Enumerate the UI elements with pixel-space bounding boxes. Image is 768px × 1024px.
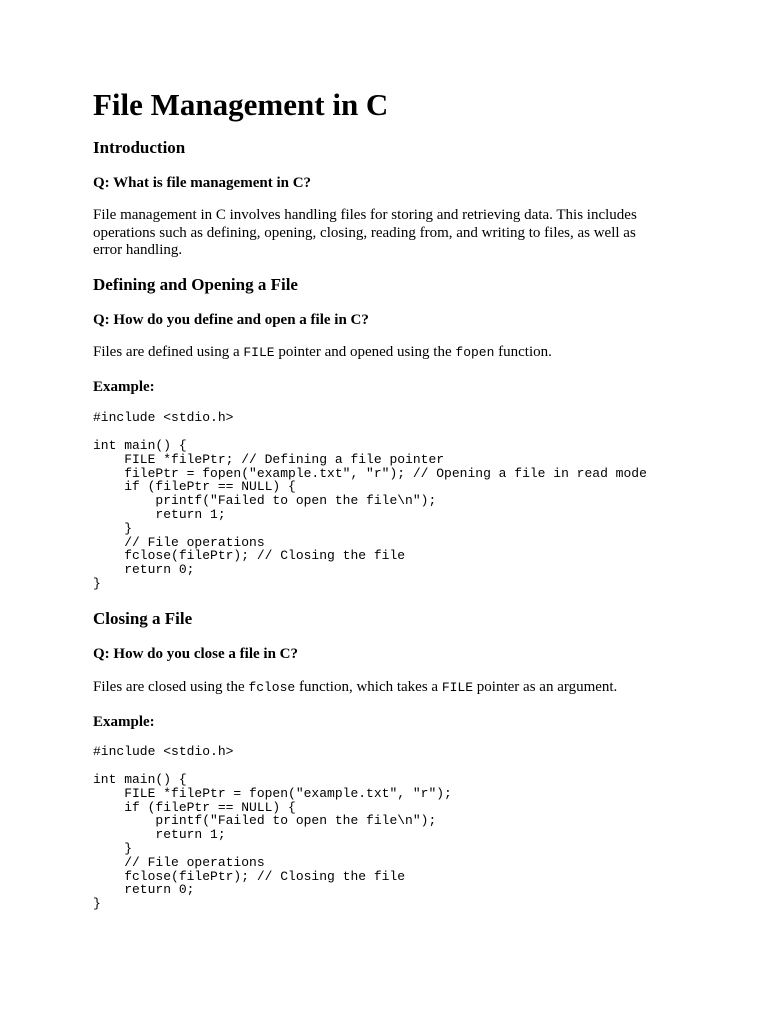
code-block: int main() { FILE *filePtr = fopen("example.txt", "r"); if (filePtr == NULL) { printf("Failed to open the file\n"); return 1; } // File operations fclose(filePtr); // Closing the file return 0; } (93, 772, 452, 912)
section-heading-introduction: Introduction (93, 138, 186, 157)
answer-defining (93, 344, 668, 362)
answer-text: function. (494, 344, 552, 360)
inline-code: FILE (441, 680, 474, 695)
example-label: Example: (93, 379, 155, 395)
answer-closing (93, 679, 668, 697)
example-label: Example: (93, 714, 155, 730)
code-include: #include <stdio.h> (93, 744, 234, 759)
inline-code: FILE (243, 345, 275, 360)
answer-text: Files are closed using the (93, 679, 249, 695)
code-block: int main() { FILE *filePtr; // Defining a file pointer filePtr = fopen("example.txt", "r"); // Opening a file in read mode if (filePtr == NULL) { printf("Failed to open the file\n"); return 1; } // File operations fclose(filePtr); // Closing the file return 0; } (93, 438, 647, 591)
page-title: File Management in C (93, 87, 389, 122)
question-defining: Q: How do you define and open a file in C? (93, 312, 369, 328)
inline-code: fclose (248, 680, 296, 695)
answer-text: function, which takes a (295, 679, 442, 695)
section-heading-closing: Closing a File (93, 609, 193, 628)
question-introduction: Q: What is file management in C? (93, 175, 312, 191)
inline-code: fopen (455, 345, 495, 360)
answer-text: Files are defined using a (93, 344, 244, 360)
section-heading-defining: Defining and Opening a File (93, 275, 298, 294)
answer-text: pointer and opened using the (274, 344, 456, 360)
answer-introduction: File management in C involves handling files for storing and retrieving data. This includes operations such as defining, opening, closing, reading from, and writing to files, as well as error handling. (93, 207, 637, 258)
answer-text: pointer as an argument. (473, 679, 618, 695)
code-include: #include <stdio.h> (93, 410, 234, 425)
question-closing: Q: How do you close a file in C? (93, 646, 298, 662)
